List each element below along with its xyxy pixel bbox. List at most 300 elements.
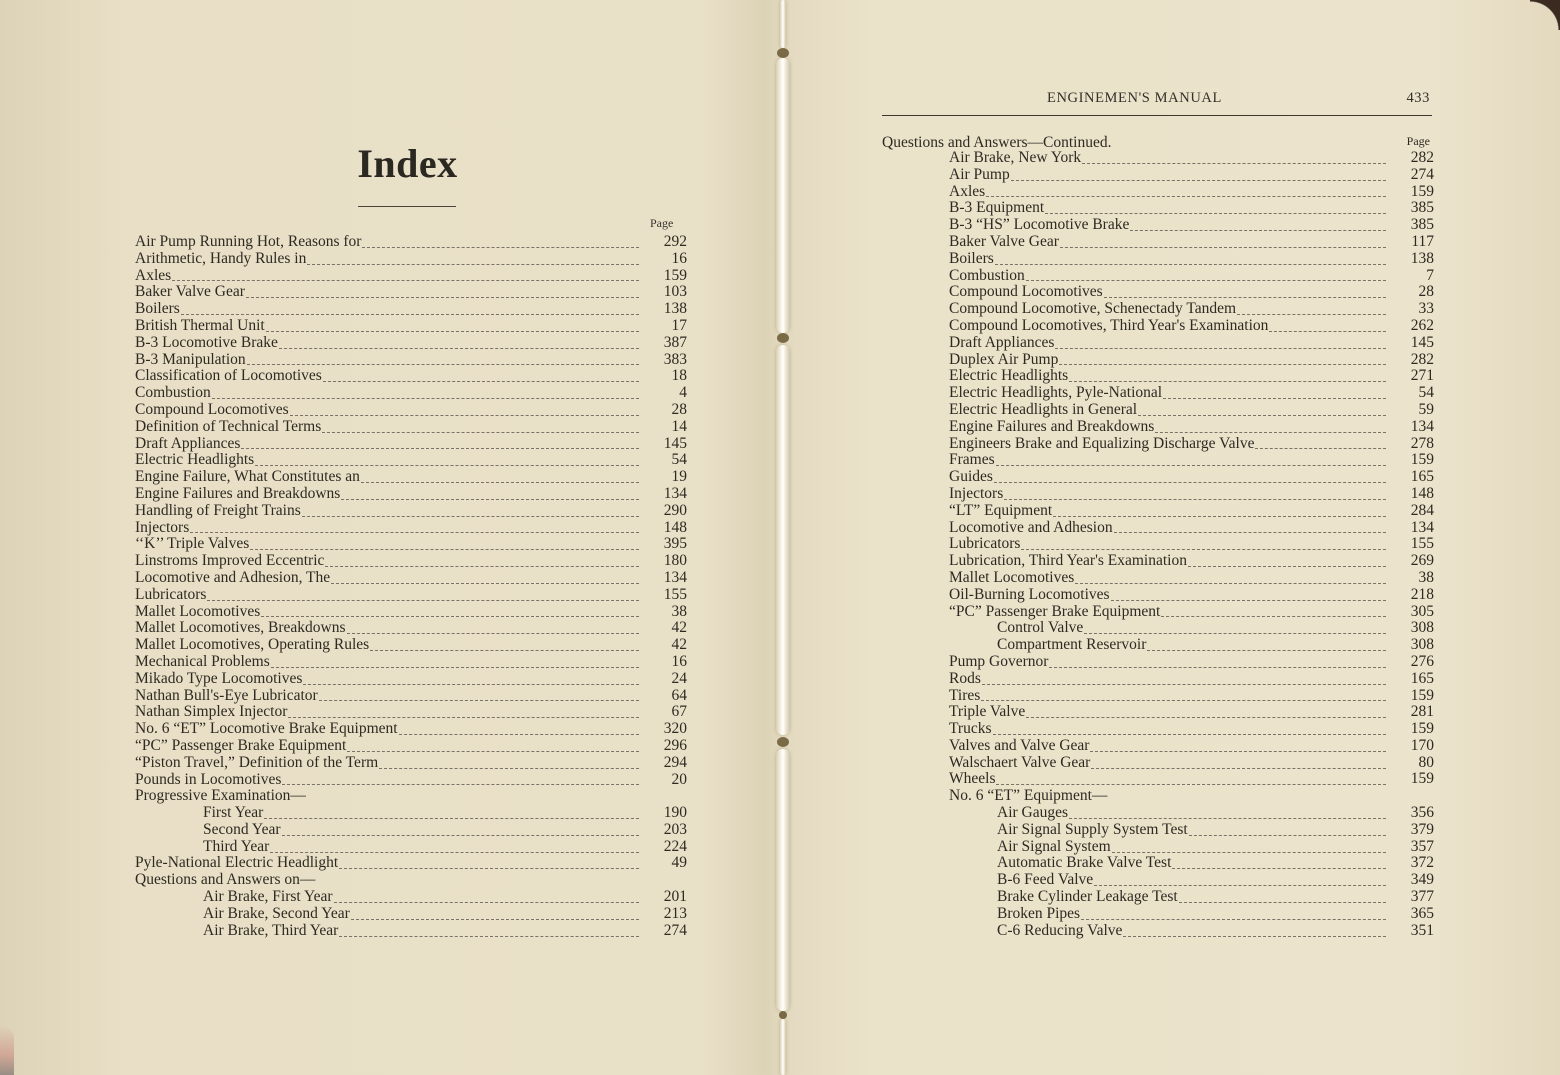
book-spine-binding: [773, 0, 795, 1075]
entry-label: Draft Appliances: [949, 333, 1055, 351]
index-section-heading: [882, 788, 1434, 805]
entry-page-number: 274: [663, 921, 687, 939]
entry-page-number: 28: [671, 400, 687, 418]
dot-leader: [1069, 377, 1386, 382]
dot-leader: [1255, 444, 1386, 449]
index-entry: [135, 251, 687, 268]
index-entry: [135, 486, 687, 503]
entry-page-number: 203: [663, 820, 687, 838]
index-entry: [135, 721, 687, 738]
entry-label: Injectors: [949, 484, 1004, 502]
entry-label: C-6 Reducing Valve: [997, 921, 1123, 939]
index-entry: [882, 671, 1434, 688]
entry-label: Engine Failures and Breakdowns: [135, 484, 341, 502]
binding-stitch: [777, 48, 789, 58]
dot-leader: [1138, 411, 1386, 416]
index-entry: [135, 604, 687, 621]
entry-page-number: 16: [671, 249, 687, 267]
entry-label: Injectors: [135, 518, 190, 536]
index-entry: [882, 268, 1434, 285]
entry-page-number: 54: [1418, 384, 1434, 402]
dot-leader: [1111, 596, 1386, 601]
entry-page-number: 357: [1410, 837, 1434, 855]
dot-leader: [279, 344, 639, 349]
dot-leader: [995, 260, 1386, 265]
dot-leader: [1060, 243, 1386, 248]
index-entry: [882, 822, 1434, 839]
dot-leader: [361, 478, 639, 483]
entry-page-number: 38: [671, 602, 687, 620]
index-entry: [882, 587, 1434, 604]
entry-page-number: 117: [1411, 232, 1434, 250]
index-entry: [135, 822, 687, 839]
index-entry: [882, 385, 1434, 402]
dot-leader: [271, 663, 639, 668]
entry-page-number: 224: [663, 837, 687, 855]
index-entry: [135, 520, 687, 537]
entry-page-number: 159: [1410, 451, 1434, 469]
entry-page-number: 201: [663, 888, 687, 906]
binding-stitch: [777, 333, 789, 343]
entry-label: Locomotive and Adhesion: [949, 518, 1113, 536]
index-section-heading: [135, 872, 687, 889]
entry-page-number: 145: [663, 434, 687, 452]
dot-leader: [307, 260, 639, 265]
entry-label: Linstroms Improved Eccentric: [135, 552, 325, 570]
index-entry: [882, 318, 1434, 335]
entry-page-number: 24: [671, 669, 687, 687]
dot-leader: [379, 764, 639, 769]
entry-label: Guides: [949, 468, 993, 486]
index-entry: [882, 469, 1434, 486]
dot-leader: [993, 730, 1387, 735]
dot-leader: [351, 915, 639, 920]
index-entry: [135, 301, 687, 318]
index-list: [135, 234, 687, 939]
entry-label: Frames: [949, 451, 995, 469]
entry-label: Questions and Answers on—: [135, 871, 316, 889]
index-entry: [882, 217, 1434, 234]
index-entry: [135, 855, 687, 872]
dot-leader: [370, 646, 639, 651]
dot-leader: [1189, 831, 1386, 836]
dot-leader: [1059, 360, 1386, 365]
entry-page-number: 379: [1410, 820, 1434, 838]
dot-leader: [334, 898, 639, 903]
dot-leader: [1091, 764, 1386, 769]
index-entry: [135, 587, 687, 604]
entry-label: Boilers: [135, 300, 180, 318]
entry-label: Air Pump: [949, 165, 1010, 183]
entry-page-number: 138: [663, 300, 687, 318]
dot-leader: [1179, 898, 1386, 903]
entry-label: Locomotive and Adhesion, The: [135, 568, 331, 586]
entry-page-number: 54: [671, 451, 687, 469]
dot-leader: [303, 680, 639, 685]
dot-leader: [270, 848, 639, 853]
index-entry: [135, 335, 687, 352]
dot-leader: [1045, 209, 1386, 214]
dot-leader: [1237, 310, 1386, 315]
binding-thread: [780, 0, 786, 48]
entry-page-number: 262: [1410, 316, 1434, 334]
entry-label: B-3 Equipment: [949, 199, 1045, 217]
entry-page-number: 42: [671, 619, 687, 637]
entry-page-number: 296: [663, 736, 687, 754]
dot-leader: [347, 629, 640, 634]
index-entry: [135, 805, 687, 822]
entry-label: Mallet Locomotives: [949, 568, 1075, 586]
index-entry: [135, 755, 687, 772]
entry-page-number: 148: [1410, 484, 1434, 502]
entry-page-number: 170: [1410, 736, 1434, 754]
dot-leader: [1094, 881, 1386, 886]
entry-page-number: 292: [663, 233, 687, 250]
index-entry: [882, 637, 1434, 654]
entry-label: B-6 Feed Valve: [997, 871, 1094, 889]
entry-label: “Piston Travel,” Definition of the Term: [135, 753, 379, 771]
entry-label: Air Brake, Third Year: [203, 921, 339, 939]
index-entry: [135, 671, 687, 688]
index-entry: [135, 637, 687, 654]
entry-page-number: 290: [663, 501, 687, 519]
entry-label: Nathan Bull's-Eye Lubricator: [135, 686, 318, 704]
entry-page-number: 59: [1418, 400, 1434, 418]
dot-leader: [996, 780, 1386, 785]
entry-label: Engine Failures and Breakdowns: [949, 417, 1155, 435]
index-entry: [135, 503, 687, 520]
dot-leader: [282, 831, 640, 836]
entry-label: Arithmetic, Handy Rules in: [135, 249, 307, 267]
entry-label: Lubricators: [949, 535, 1021, 553]
entry-label: Progressive Examination—: [135, 787, 306, 805]
dot-leader: [319, 696, 639, 701]
entry-page-number: 145: [1410, 333, 1434, 351]
index-entry: [882, 234, 1434, 251]
index-entry: [882, 184, 1434, 201]
index-entry: [135, 553, 687, 570]
dot-leader: [264, 814, 639, 819]
entry-label: Tires: [949, 686, 981, 704]
entry-label: Engineers Brake and Equalizing Discharge Valve: [949, 434, 1255, 452]
entry-page-number: 269: [1410, 552, 1434, 570]
dot-leader: [339, 932, 639, 937]
dot-leader: [1108, 798, 1386, 802]
entry-page-number: 395: [663, 535, 687, 553]
index-entry: [882, 200, 1434, 217]
entry-page-number: 155: [1410, 535, 1434, 553]
page-title: Index: [357, 141, 458, 186]
entry-page-number: 281: [1410, 703, 1434, 721]
entry-label: Control Valve: [997, 619, 1084, 637]
entry-label: British Thermal Unit: [135, 316, 265, 334]
dot-leader: [399, 730, 639, 735]
entry-page-number: 282: [1410, 149, 1434, 166]
dot-leader: [282, 780, 639, 785]
entry-label: Compartment Reservoir: [997, 636, 1147, 654]
entry-label: Pyle-National Electric Headlight: [135, 854, 339, 872]
entry-page-number: 372: [1410, 854, 1434, 872]
index-entry: [882, 284, 1434, 301]
entry-label: Compound Locomotives: [135, 400, 289, 418]
dot-leader: [1026, 713, 1386, 718]
entry-page-number: 49: [671, 854, 687, 872]
dot-leader: [1069, 814, 1386, 819]
entry-label: “PC” Passenger Brake Equipment: [949, 602, 1161, 620]
index-entry: [882, 839, 1434, 856]
entry-label: Electric Headlights, Pyle-National: [949, 384, 1163, 402]
page-number: 433: [1406, 90, 1430, 106]
entry-label: Air Brake, Second Year: [203, 904, 350, 922]
entry-page-number: 148: [663, 518, 687, 536]
index-entry: [882, 251, 1434, 268]
index-entry: [882, 301, 1434, 318]
index-entry: [882, 335, 1434, 352]
dot-leader: [290, 411, 639, 416]
entry-page-number: 385: [1410, 199, 1434, 217]
index-entry: [135, 234, 687, 251]
index-entry: [882, 889, 1434, 906]
entry-page-number: 4: [679, 384, 687, 402]
dot-leader: [266, 327, 639, 332]
entry-page-number: 305: [1410, 602, 1434, 620]
dot-leader: [981, 696, 1386, 701]
entry-page-number: 387: [663, 333, 687, 351]
binding-thread: [776, 749, 790, 1011]
title-divider: [358, 206, 456, 207]
entry-page-number: 349: [1410, 871, 1434, 889]
entry-label: B-3 Manipulation: [135, 350, 246, 368]
entry-label: Trucks: [949, 720, 992, 738]
dot-leader: [1021, 545, 1386, 550]
index-entry: [882, 167, 1434, 184]
entry-label: Wheels: [949, 770, 996, 788]
entry-page-number: 28: [1418, 283, 1434, 301]
dot-leader: [250, 545, 639, 550]
index-entry: [135, 385, 687, 402]
index-entry: [135, 688, 687, 705]
index-entry: [135, 536, 687, 553]
entry-label: Electric Headlights: [949, 367, 1069, 385]
dot-leader: [362, 243, 639, 248]
dot-leader: [241, 444, 639, 449]
index-entry: [135, 419, 687, 436]
entry-label: B-3 “HS” Locomotive Brake: [949, 216, 1130, 234]
index-entry: [882, 419, 1434, 436]
index-entry: [135, 436, 687, 453]
entry-label: Air Signal Supply System Test: [997, 820, 1188, 838]
dot-leader: [325, 562, 639, 567]
entry-label: No. 6 “ET” Locomotive Brake Equipment: [135, 720, 398, 738]
dot-leader: [339, 864, 639, 869]
index-entry: [135, 570, 687, 587]
running-head-title: ENGINEMEN'S MANUAL: [1047, 90, 1222, 106]
entry-label: Air Gauges: [997, 804, 1069, 822]
index-entry: [135, 654, 687, 671]
entry-page-number: 19: [671, 468, 687, 486]
index-entry: [135, 906, 687, 923]
entry-label: Boilers: [949, 249, 994, 267]
entry-page-number: 383: [663, 350, 687, 368]
dot-leader: [1026, 276, 1386, 281]
index-entry: [882, 805, 1434, 822]
dot-leader: [207, 596, 639, 601]
entry-label: ‘‘K’’ Triple Valves: [135, 535, 250, 553]
index-entry: [882, 755, 1434, 772]
entry-label: Baker Valve Gear: [949, 232, 1059, 250]
dot-leader: [261, 612, 639, 617]
entry-page-number: 134: [1410, 417, 1434, 435]
entry-label: Mikado Type Locomotives: [135, 669, 303, 687]
dot-leader: [181, 310, 639, 315]
entry-label: Air Brake, First Year: [203, 888, 333, 906]
index-section-heading: [135, 788, 687, 805]
index-entry: [882, 503, 1434, 520]
entry-label: No. 6 “ET” Equipment—: [949, 787, 1108, 805]
dot-leader: [288, 713, 639, 718]
entry-label: Automatic Brake Valve Test: [997, 854, 1172, 872]
dot-leader: [1161, 612, 1386, 617]
index-entry: [135, 402, 687, 419]
index-entry: [135, 284, 687, 301]
entry-label: Classification of Locomotives: [135, 367, 322, 385]
binding-stitch: [777, 737, 789, 747]
binding-thread: [776, 58, 790, 333]
dot-leader: [212, 394, 639, 399]
entry-label: Triple Valve: [949, 703, 1026, 721]
entry-page-number: 20: [671, 770, 687, 788]
dot-leader: [341, 495, 639, 500]
entry-page-number: 38: [1418, 568, 1434, 586]
dot-leader: [331, 579, 639, 584]
dot-leader: [1112, 848, 1386, 853]
entry-label: Compound Locomotive, Schenectady Tandem: [949, 300, 1237, 318]
entry-page-number: 159: [1410, 720, 1434, 738]
book-cover-edge: [0, 1025, 14, 1075]
entry-page-number: 308: [1410, 636, 1434, 654]
dot-leader: [1172, 864, 1386, 869]
index-entry: [135, 318, 687, 335]
entry-label: “PC” Passenger Brake Equipment: [135, 736, 347, 754]
entry-label: Electric Headlights: [135, 451, 255, 469]
index-entry: [135, 704, 687, 721]
dot-leader: [994, 478, 1386, 483]
index-entry: [135, 452, 687, 469]
entry-label: Rods: [949, 669, 981, 687]
dot-leader: [302, 512, 639, 517]
entry-label: Pounds in Locomotives: [135, 770, 282, 788]
entry-label: Duplex Air Pump: [949, 350, 1059, 368]
index-entry: [882, 536, 1434, 553]
index-entry: [882, 872, 1434, 889]
index-entry: [882, 620, 1434, 637]
entry-label: Walschaert Valve Gear: [949, 753, 1091, 771]
continued-heading: Questions and Answers—Continued.: [882, 134, 1112, 151]
entry-label: Brake Cylinder Leakage Test: [997, 888, 1178, 906]
index-entry: [135, 839, 687, 856]
index-entry: [882, 352, 1434, 369]
entry-label: Electric Headlights in General: [949, 400, 1138, 418]
entry-page-number: 17: [671, 316, 687, 334]
entry-label: Pump Governor: [949, 652, 1049, 670]
index-entry: [882, 570, 1434, 587]
dot-leader: [1269, 327, 1386, 332]
entry-label: Axles: [949, 182, 986, 200]
entry-page-number: 64: [671, 686, 687, 704]
page-column-label: Page: [650, 216, 674, 230]
dot-leader: [255, 461, 639, 466]
entry-label: Mallet Locomotives, Operating Rules: [135, 636, 370, 654]
entry-label: Definition of Technical Terms: [135, 417, 322, 435]
entry-label: Compound Locomotives, Third Year's Examination: [949, 316, 1269, 334]
entry-label: Air Pump Running Hot, Reasons for: [135, 233, 362, 250]
entry-label: Valves and Valve Gear: [949, 736, 1090, 754]
index-entry: [135, 738, 687, 755]
index-entry: [135, 268, 687, 285]
entry-label: “LT” Equipment: [949, 501, 1053, 519]
index-entry: [135, 923, 687, 940]
entry-label: Third Year: [203, 837, 270, 855]
entry-page-number: 7: [1426, 266, 1434, 284]
index-entry: [882, 906, 1434, 923]
entry-page-number: 165: [1410, 468, 1434, 486]
binding-thread: [780, 1019, 786, 1075]
index-entry: [882, 150, 1434, 167]
dot-leader: [1082, 159, 1386, 164]
dot-leader: [1163, 394, 1386, 399]
index-entry: [882, 368, 1434, 385]
entry-page-number: 351: [1410, 921, 1434, 939]
dot-leader: [322, 428, 639, 433]
entry-page-number: 213: [663, 904, 687, 922]
entry-page-number: 138: [1410, 249, 1434, 267]
entry-page-number: 165: [1410, 669, 1434, 687]
entry-label: Engine Failure, What Constitutes an: [135, 468, 360, 486]
index-entry: [135, 620, 687, 637]
header-rule: [882, 115, 1432, 116]
index-entry: [882, 604, 1434, 621]
book-cover-corner: [1530, 0, 1560, 30]
dot-leader: [172, 276, 639, 281]
dot-leader: [1123, 932, 1386, 937]
dot-leader: [307, 798, 639, 802]
entry-page-number: 276: [1410, 652, 1434, 670]
dot-leader: [1114, 528, 1386, 533]
entry-page-number: 271: [1410, 367, 1434, 385]
index-entry: [882, 402, 1434, 419]
index-entry: [882, 436, 1434, 453]
entry-page-number: 33: [1418, 300, 1434, 318]
entry-page-number: 159: [1410, 182, 1434, 200]
dot-leader: [1075, 579, 1386, 584]
dot-leader: [347, 747, 639, 752]
dot-leader: [1004, 495, 1386, 500]
running-header: [882, 90, 1432, 110]
entry-label: Handling of Freight Trains: [135, 501, 301, 519]
index-entry: [135, 368, 687, 385]
entry-page-number: 218: [1410, 585, 1434, 603]
entry-page-number: 308: [1410, 619, 1434, 637]
entry-page-number: 67: [671, 703, 687, 721]
entry-page-number: 42: [671, 636, 687, 654]
dot-leader: [246, 293, 639, 298]
entry-label: Second Year: [203, 820, 281, 838]
entry-page-number: 80: [1418, 753, 1434, 771]
dot-leader: [1055, 344, 1386, 349]
entry-page-number: 294: [663, 753, 687, 771]
index-entry: [882, 486, 1434, 503]
entry-page-number: 159: [1410, 770, 1434, 788]
